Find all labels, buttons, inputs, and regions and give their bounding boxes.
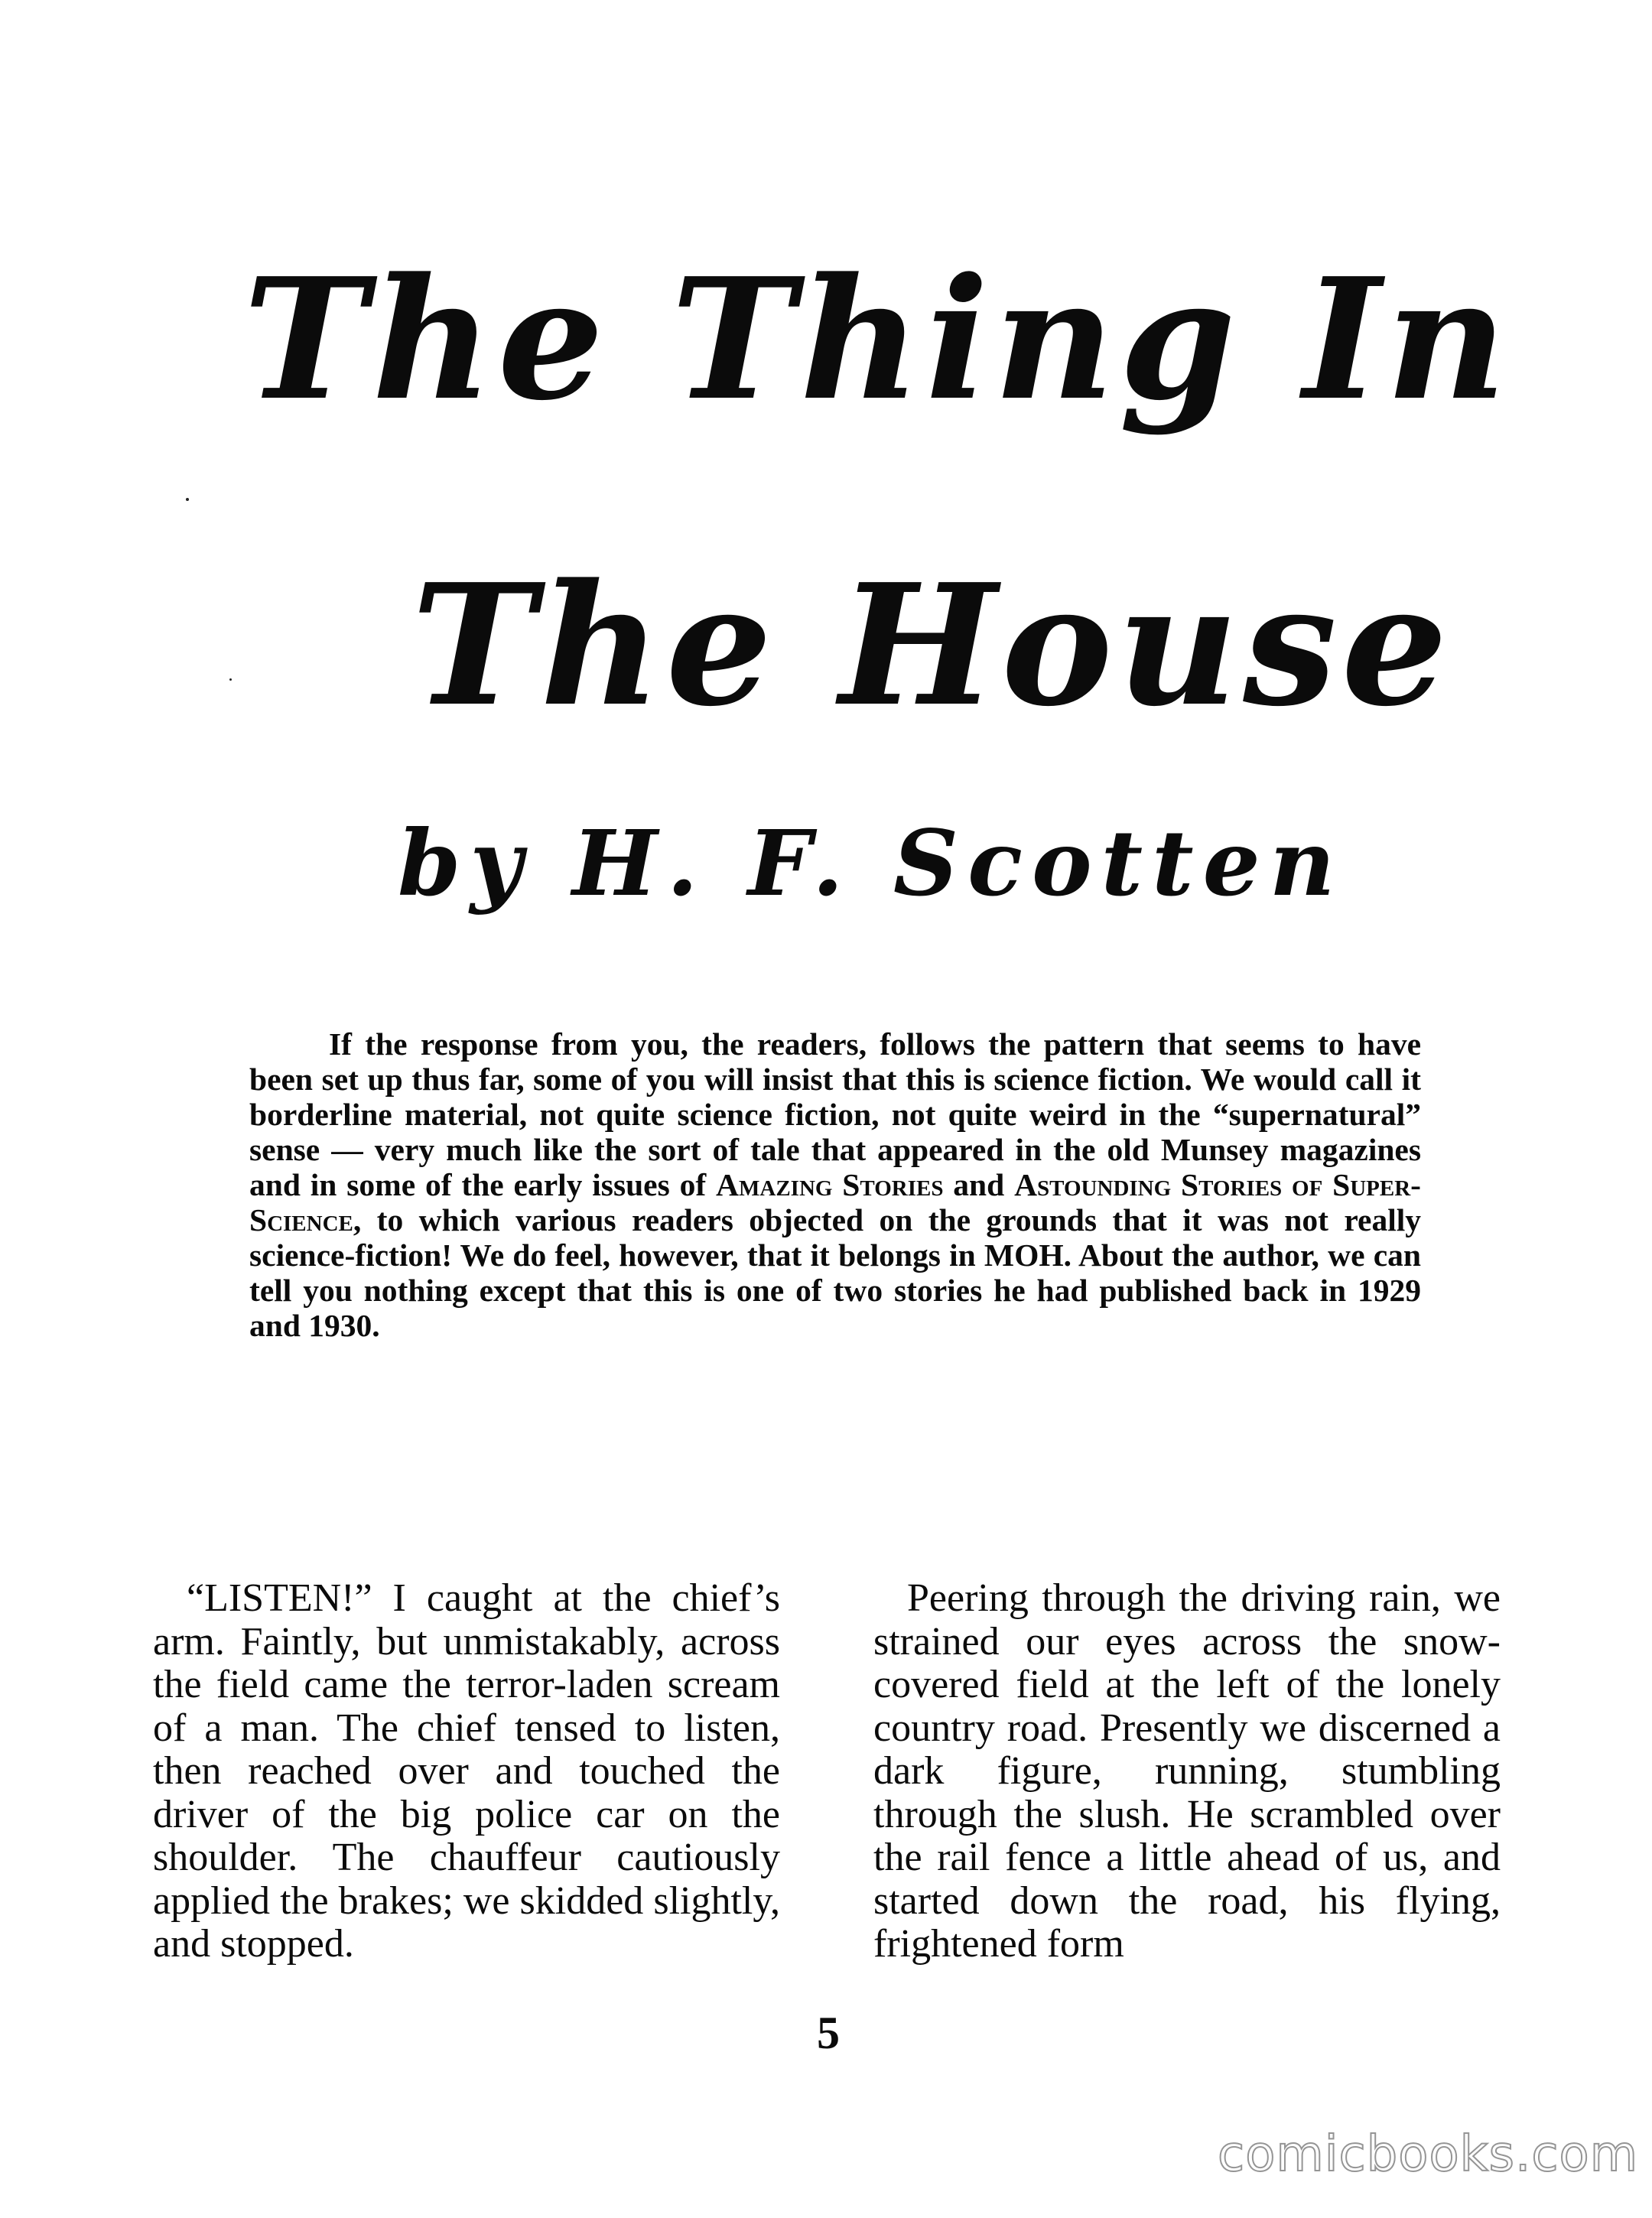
page-number: 5: [817, 2008, 840, 2058]
print-speck: [229, 678, 232, 681]
author-byline: by H. F. Scotten: [398, 810, 1345, 916]
editorial-introduction: [249, 1026, 1421, 1343]
story-title-line-1: The Thing In: [243, 242, 1512, 437]
print-speck: [186, 498, 189, 501]
site-watermark: comicbooks.com: [1218, 2126, 1639, 2183]
intro-text-2: and: [943, 1167, 1015, 1202]
intro-text-3: , to which various readers objected on the grounds that it was not really science-fiction! We do feel, however, that it belongs in MOH. About the author, we can tell you nothing except that this is one of two stories he had published back in 1929 and 1930.: [249, 1202, 1421, 1343]
story-column-right: Peering through the driving rain, we strained our eyes across the snow-covered field at the left of the lonely country road. Presently we discerned a dark figure, running, stumbling through the slush. He scrambled over the rail fence a little ahead of us, and started down the road, his flying, frightened form: [873, 1576, 1501, 1966]
story-title-line-2: The House: [411, 548, 1452, 743]
magazine-title-amazing: Amazing Stories: [716, 1167, 944, 1202]
intro-text-1: If the response from you, the readers, follows the pattern that seems to have been set up thus far, some of you will insist that this is science fiction. We would call it borderline material, not quite science fiction, not quite weird in the “supernatural” sense — very much like the sort of tale that appeared in the old Munsey magazines and in some of the early issues of: [249, 1026, 1421, 1202]
magazine-title-astounding: Astounding Stories of Super-Science: [249, 1167, 1421, 1237]
story-column-left: “LISTEN!” I caught at the chief’s arm. Faintly, but unmistakably, across the field came the terror-laden scream of a man. The chief tensed to listen, then reached over and touched the driver of the big police car on the shoulder. The chauffeur cautiously applied the brakes; we skidded slightly, and stopped.: [153, 1576, 780, 1966]
